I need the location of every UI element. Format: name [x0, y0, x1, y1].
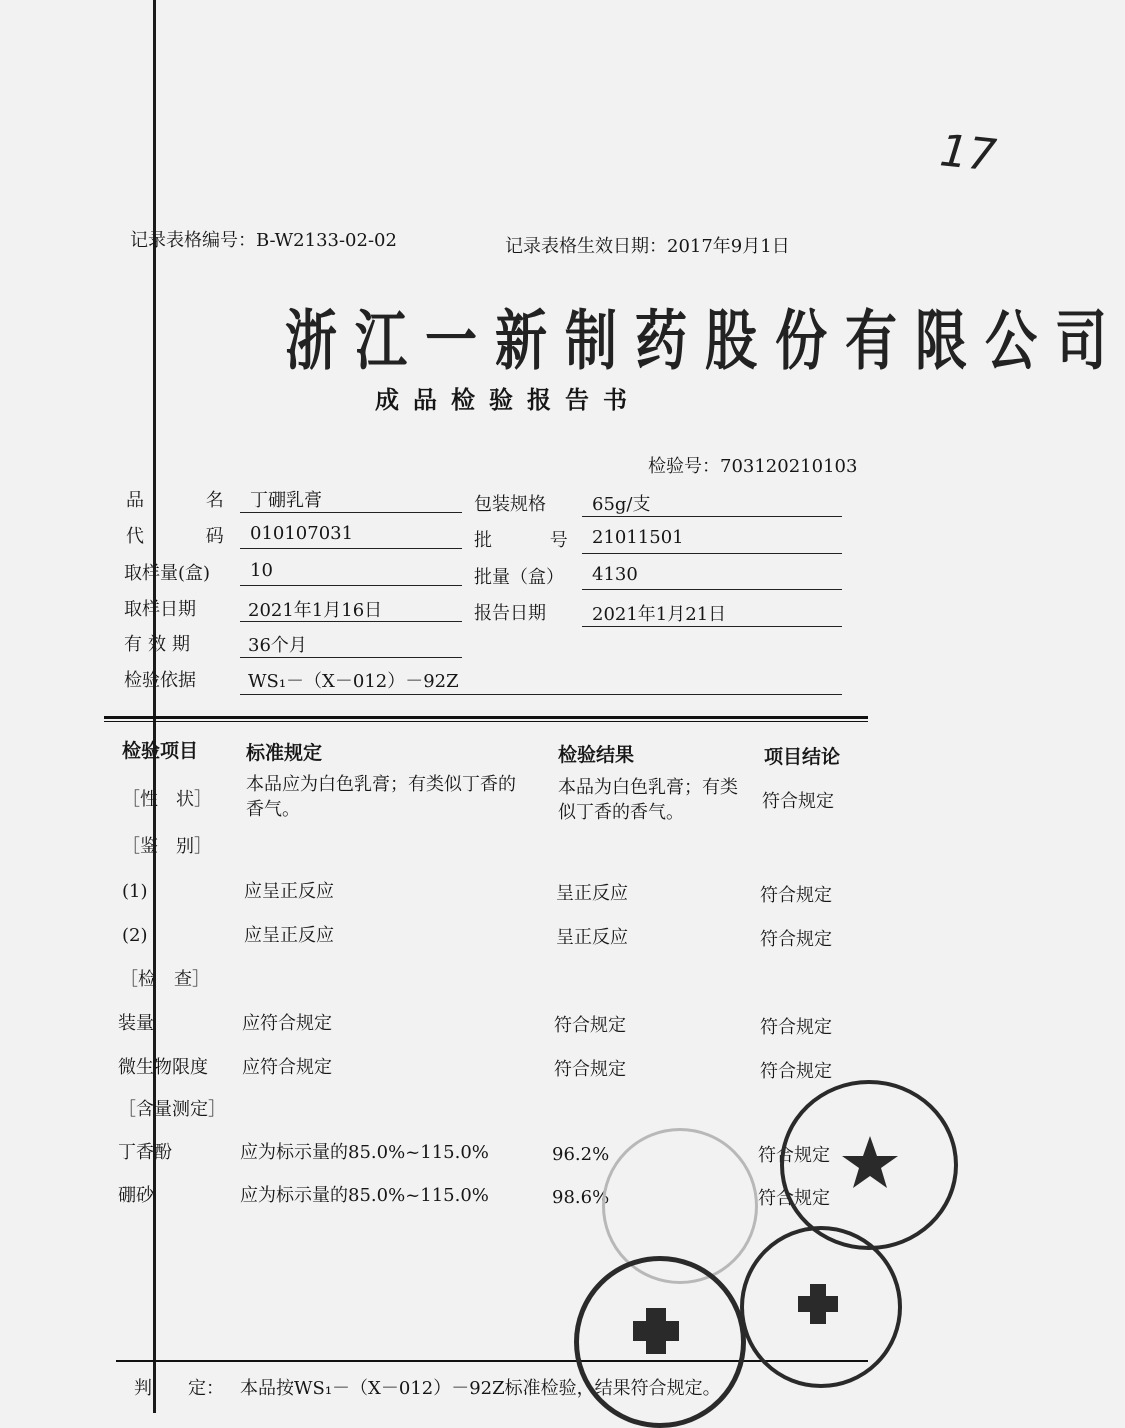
header-conclusion: 项目结论 — [764, 746, 841, 768]
stamp-yixin-2 — [740, 1226, 900, 1413]
sample-qty-label: 取样量(盒) — [124, 563, 211, 584]
code-value: 010107031 — [250, 523, 354, 544]
row-result: 本品为白色乳膏；有类 似丁香的香气。 — [558, 777, 738, 823]
report-date-label: 报告日期 — [474, 603, 546, 624]
validity-label: 有效期 — [124, 634, 196, 655]
row-result: 98.6% — [552, 1187, 610, 1208]
row-conclusion: 符合规定 — [760, 1017, 832, 1038]
row-item: 微生物限度 — [118, 1057, 208, 1078]
header-standard: 标准规定 — [246, 742, 323, 764]
basis-label: 检验依据 — [124, 670, 196, 691]
row-conclusion: 符合规定 — [760, 929, 832, 950]
validity-value: 36个月 — [248, 635, 307, 656]
basis-value: WS₁－（X－012）－92Z — [248, 671, 459, 692]
effective-date: 记录表格生效日期：2017年9月1日 — [505, 236, 790, 257]
row-item: 装量 — [118, 1013, 154, 1034]
company-name: 浙江一新制药股份有限公司 — [285, 303, 1125, 380]
row-result: 呈正反应 — [556, 883, 628, 904]
row-conclusion: 符合规定 — [758, 1145, 830, 1166]
stamp-yixin-1 — [574, 1256, 742, 1413]
row-item: ［含量测定］ — [118, 1099, 226, 1120]
row-result: 符合规定 — [554, 1015, 626, 1036]
sample-date-value: 2021年1月16日 — [248, 600, 383, 621]
product-name-label: 品 名 — [126, 490, 252, 511]
row-item: (1) — [122, 881, 148, 902]
batch-no-label: 批 号 — [474, 530, 594, 551]
row-result: 符合规定 — [554, 1059, 626, 1080]
row-result: 96.2% — [552, 1144, 610, 1165]
row-standard: 应符合规定 — [242, 1013, 332, 1034]
judgement-label: 判 定： — [134, 1378, 224, 1399]
row-item: ［鉴 别］ — [122, 836, 212, 857]
row-item: 丁香酚 — [118, 1142, 172, 1163]
package-label: 包装规格 — [474, 494, 546, 515]
row-standard: 应呈正反应 — [244, 925, 334, 946]
form-number: 记录表格编号：B-W2133-02-02 — [130, 230, 397, 251]
sample-date-label: 取样日期 — [124, 599, 196, 620]
package-value: 65g/支 — [592, 494, 651, 515]
header-result: 检验结果 — [558, 744, 635, 766]
row-result: 呈正反应 — [556, 927, 628, 948]
row-item: ［性 状］ — [122, 789, 212, 810]
row-standard: 应为标示量的85.0%~115.0% — [240, 1142, 489, 1163]
page-mark: 17 — [937, 125, 999, 182]
row-conclusion: 符合规定 — [758, 1188, 830, 1209]
header-item: 检验项目 — [122, 740, 199, 762]
row-item: ［检 查］ — [120, 969, 210, 990]
row-standard: 本品应为白色乳膏；有类似丁香的 香气。 — [246, 774, 516, 820]
row-standard: 应符合规定 — [242, 1057, 332, 1078]
row-item: 硼砂 — [118, 1185, 154, 1206]
inspection-number: 检验号：703120210103 — [648, 456, 858, 477]
row-item: (2) — [122, 925, 148, 946]
product-name-value: 丁硼乳膏 — [250, 490, 322, 511]
judgement-text: 本品按WS₁－（X－012）－92Z标准检验，结果符合规定。 — [240, 1378, 721, 1399]
batch-no-value: 21011501 — [592, 527, 684, 548]
row-standard: 应为标示量的85.0%~115.0% — [240, 1185, 489, 1206]
report-date-value: 2021年1月21日 — [592, 604, 727, 625]
row-conclusion: 符合规定 — [760, 1061, 832, 1082]
row-conclusion: 符合规定 — [760, 885, 832, 906]
batch-qty-label: 批量（盒） — [474, 567, 564, 588]
code-label: 代 码 — [126, 526, 252, 547]
stamp-anhui — [780, 1080, 958, 1250]
row-conclusion: 符合规定 — [762, 791, 834, 812]
batch-qty-value: 4130 — [592, 564, 638, 585]
sample-qty-value: 10 — [250, 560, 273, 581]
separator-line — [104, 716, 868, 719]
row-standard: 应呈正反应 — [244, 881, 334, 902]
report-title: 成品检验报告书 — [375, 385, 641, 414]
